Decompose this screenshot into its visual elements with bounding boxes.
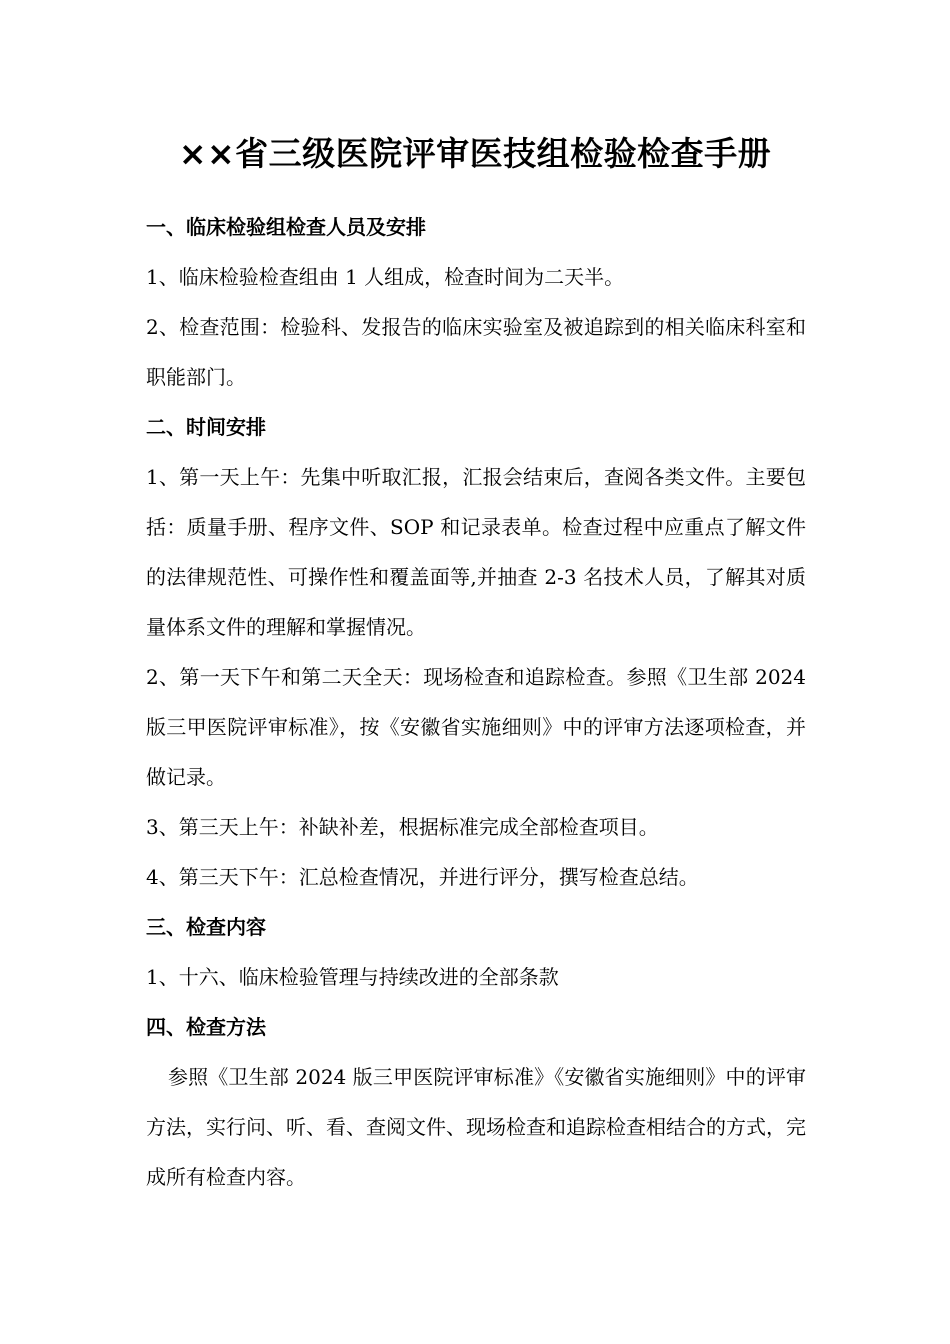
- paragraph: 2、第一天下午和第二天全天：现场检查和追踪检查。参照《卫生部 2024 版三甲医院评审标准》，按《安徽省实施细则》中的评审方法逐项检查，并做记录。: [146, 665, 806, 789]
- section-content: [146, 902, 806, 1002]
- document-body: [146, 202, 806, 1202]
- paragraph: 1、十六、临床检验管理与持续改进的全部条款: [146, 965, 559, 989]
- section-heading: 二、时间安排: [146, 415, 266, 439]
- section-staffing: [146, 202, 806, 402]
- paragraph: 1、临床检验检查组由 1 人组成，检查时间为二天半。: [146, 265, 625, 289]
- paragraph: 1、第一天上午：先集中听取汇报，汇报会结束后，查阅各类文件。主要包括：质量手册、程序文件、SOP 和记录表单。检查过程中应重点了解文件的法律规范性、可操作性和覆盖面等,并抽查 2-3 名技术人员，了解其对质量体系文件的理解和掌握情况。: [146, 465, 806, 639]
- paragraph: 2、检查范围：检验科、发报告的临床实验室及被追踪到的相关临床科室和职能部门。: [146, 315, 806, 389]
- document-title: ××省三级医院评审医技组检验检查手册: [178, 134, 772, 173]
- section-heading: 三、检查内容: [146, 915, 266, 939]
- paragraph: 3、第三天上午：补缺补差，根据标准完成全部检查项目。: [146, 815, 659, 839]
- paragraph: 4、第三天下午：汇总检查情况，并进行评分，撰写检查总结。: [146, 865, 699, 889]
- section-schedule: [146, 402, 806, 902]
- section-heading: 一、临床检验组检查人员及安排: [146, 215, 426, 239]
- section-heading: 四、检查方法: [146, 1015, 266, 1039]
- section-method: [146, 1002, 806, 1202]
- paragraph: 参照《卫生部 2024 版三甲医院评审标准》《安徽省实施细则》中的评审方法，实行问、听、看、查阅文件、现场检查和追踪检查相结合的方式，完成所有检查内容。: [146, 1065, 806, 1189]
